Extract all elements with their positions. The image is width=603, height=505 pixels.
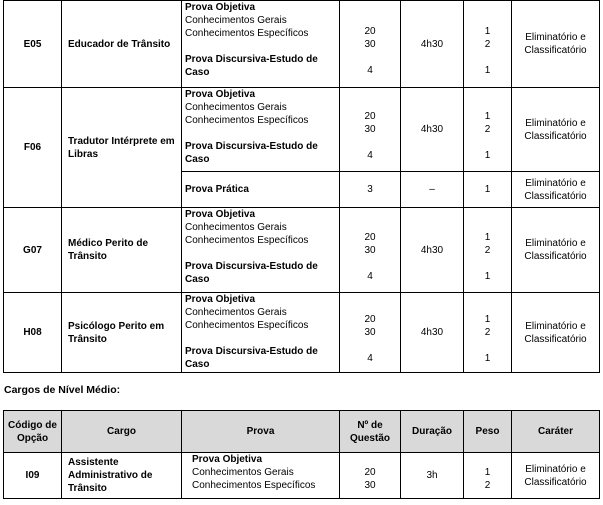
table-row	[4, 88, 600, 172]
carater-cell: Eliminatório e Classificatório	[512, 453, 600, 499]
prova-cell	[182, 453, 340, 499]
prova-discursiva: Prova Discursiva-Estudo de Caso	[185, 346, 318, 370]
conhecimentos-especificos: Conhecimentos Específicos	[185, 320, 309, 331]
carater-cell: Eliminatório e Classificatório	[512, 88, 600, 172]
cargo-cell: Médico Perito de Trânsito	[62, 208, 182, 293]
carater-cell: Eliminatório e Classificatório	[512, 293, 600, 373]
peso-2: 2	[484, 38, 491, 50]
prova-pratica: Prova Prática	[182, 172, 340, 208]
table-row	[4, 208, 600, 293]
prova-objetiva: Prova Objetiva	[185, 294, 256, 305]
duracao-cell: 4h30	[401, 88, 464, 172]
peso-2: 2	[484, 124, 491, 135]
cargos-medio-table	[3, 410, 600, 499]
table-row	[4, 453, 600, 499]
conhecimentos-gerais: Conhecimentos Gerais	[185, 307, 287, 318]
prova-cell	[182, 88, 340, 172]
header-duracao: Duração	[401, 411, 464, 453]
conhecimentos-gerais: Conhecimentos Gerais	[185, 15, 287, 26]
peso-1: 1	[484, 231, 491, 243]
codigo-cell: H08	[4, 293, 62, 373]
duracao-cell: 3h	[401, 453, 464, 499]
prova-discursiva: Prova Discursiva-Estudo de Caso	[185, 141, 318, 165]
peso-3: 1	[484, 64, 491, 76]
table-row	[4, 293, 600, 373]
header-cargo: Cargo	[62, 411, 182, 453]
codigo-cell: E05	[4, 1, 62, 88]
questoes-gerais: 20	[364, 314, 376, 325]
questoes-gerais: 20	[364, 25, 376, 37]
prova-objetiva: Prova Objetiva	[185, 209, 256, 220]
questoes-gerais: 20	[364, 231, 376, 243]
peso-cell	[464, 208, 512, 293]
questoes-cell	[340, 208, 401, 293]
questoes-cell	[340, 88, 401, 172]
prova-cell	[182, 1, 340, 88]
conhecimentos-especificos: Conhecimentos Específicos	[192, 480, 316, 491]
questoes-cell: 3	[340, 172, 401, 208]
cargo-cell: Assistente Administrativo de Trânsito	[62, 453, 182, 499]
prova-objetiva: Prova Objetiva	[185, 2, 256, 13]
table-header-row	[4, 411, 600, 453]
header-prova: Prova	[182, 411, 340, 453]
questoes-gerais: 20	[364, 467, 376, 478]
peso-cell	[464, 453, 512, 499]
conhecimentos-gerais: Conhecimentos Gerais	[185, 102, 287, 113]
peso-2: 2	[484, 480, 491, 491]
peso-3: 1	[484, 353, 491, 364]
conhecimentos-especificos: Conhecimentos Específicos	[185, 28, 309, 39]
carater-cell: Eliminatório e Classificatório	[512, 208, 600, 293]
cargo-cell: Educador de Trânsito	[62, 1, 182, 88]
peso-1: 1	[484, 314, 491, 325]
peso-cell	[464, 1, 512, 88]
cargo-cell: Psicólogo Perito em Trânsito	[62, 293, 182, 373]
peso-cell	[464, 88, 512, 172]
header-carater: Caráter	[512, 411, 600, 453]
duracao-cell: –	[401, 172, 464, 208]
section-title: Cargos de Nível Médio:	[4, 384, 121, 396]
header-peso: Peso	[464, 411, 512, 453]
peso-1: 1	[484, 467, 491, 478]
header-codigo: Código de Opção	[4, 411, 62, 453]
questoes-cell	[340, 293, 401, 373]
peso-cell: 1	[464, 172, 512, 208]
conhecimentos-especificos: Conhecimentos Específicos	[185, 235, 309, 246]
questoes-especificos: 30	[364, 38, 376, 50]
duracao-cell: 4h30	[401, 293, 464, 373]
questoes-discursiva: 4	[367, 150, 373, 161]
codigo-cell: F06	[4, 88, 62, 208]
questoes-especificos: 30	[364, 244, 376, 256]
prova-objetiva: Prova Objetiva	[185, 89, 256, 100]
questoes-especificos: 30	[364, 327, 376, 338]
cargo-cell: Tradutor Intérprete em Libras	[62, 88, 182, 208]
prova-discursiva: Prova Discursiva-Estudo de Caso	[185, 54, 318, 78]
questoes-especificos: 30	[364, 480, 376, 491]
prova-discursiva: Prova Discursiva-Estudo de Caso	[185, 261, 318, 285]
duracao-cell: 4h30	[401, 208, 464, 293]
questoes-cell	[340, 453, 401, 499]
prova-objetiva: Prova Objetiva	[192, 454, 263, 465]
carater-cell: Eliminatório e Classificatório	[512, 172, 600, 208]
codigo-cell: I09	[4, 453, 62, 499]
questoes-especificos: 30	[364, 124, 376, 135]
conhecimentos-especificos: Conhecimentos Específicos	[185, 115, 309, 126]
codigo-cell: G07	[4, 208, 62, 293]
peso-2: 2	[484, 327, 491, 338]
questoes-gerais: 20	[364, 111, 376, 122]
peso-1: 1	[484, 25, 491, 37]
peso-cell	[464, 293, 512, 373]
conhecimentos-gerais: Conhecimentos Gerais	[185, 222, 287, 233]
questoes-discursiva: 4	[367, 353, 373, 364]
peso-1: 1	[484, 111, 491, 122]
conhecimentos-gerais: Conhecimentos Gerais	[192, 467, 294, 478]
cargos-superior-table	[3, 0, 600, 373]
carater-cell: Eliminatório e Classificatório	[512, 1, 600, 88]
header-nq: Nº de Questão	[340, 411, 401, 453]
duracao-cell: 4h30	[401, 1, 464, 88]
peso-3: 1	[484, 150, 491, 161]
peso-2: 2	[484, 244, 491, 256]
peso-3: 1	[484, 270, 491, 282]
table-row	[4, 1, 600, 88]
questoes-cell	[340, 1, 401, 88]
questoes-discursiva: 4	[367, 270, 373, 282]
prova-cell	[182, 208, 340, 293]
questoes-discursiva: 4	[367, 64, 373, 76]
prova-cell	[182, 293, 340, 373]
